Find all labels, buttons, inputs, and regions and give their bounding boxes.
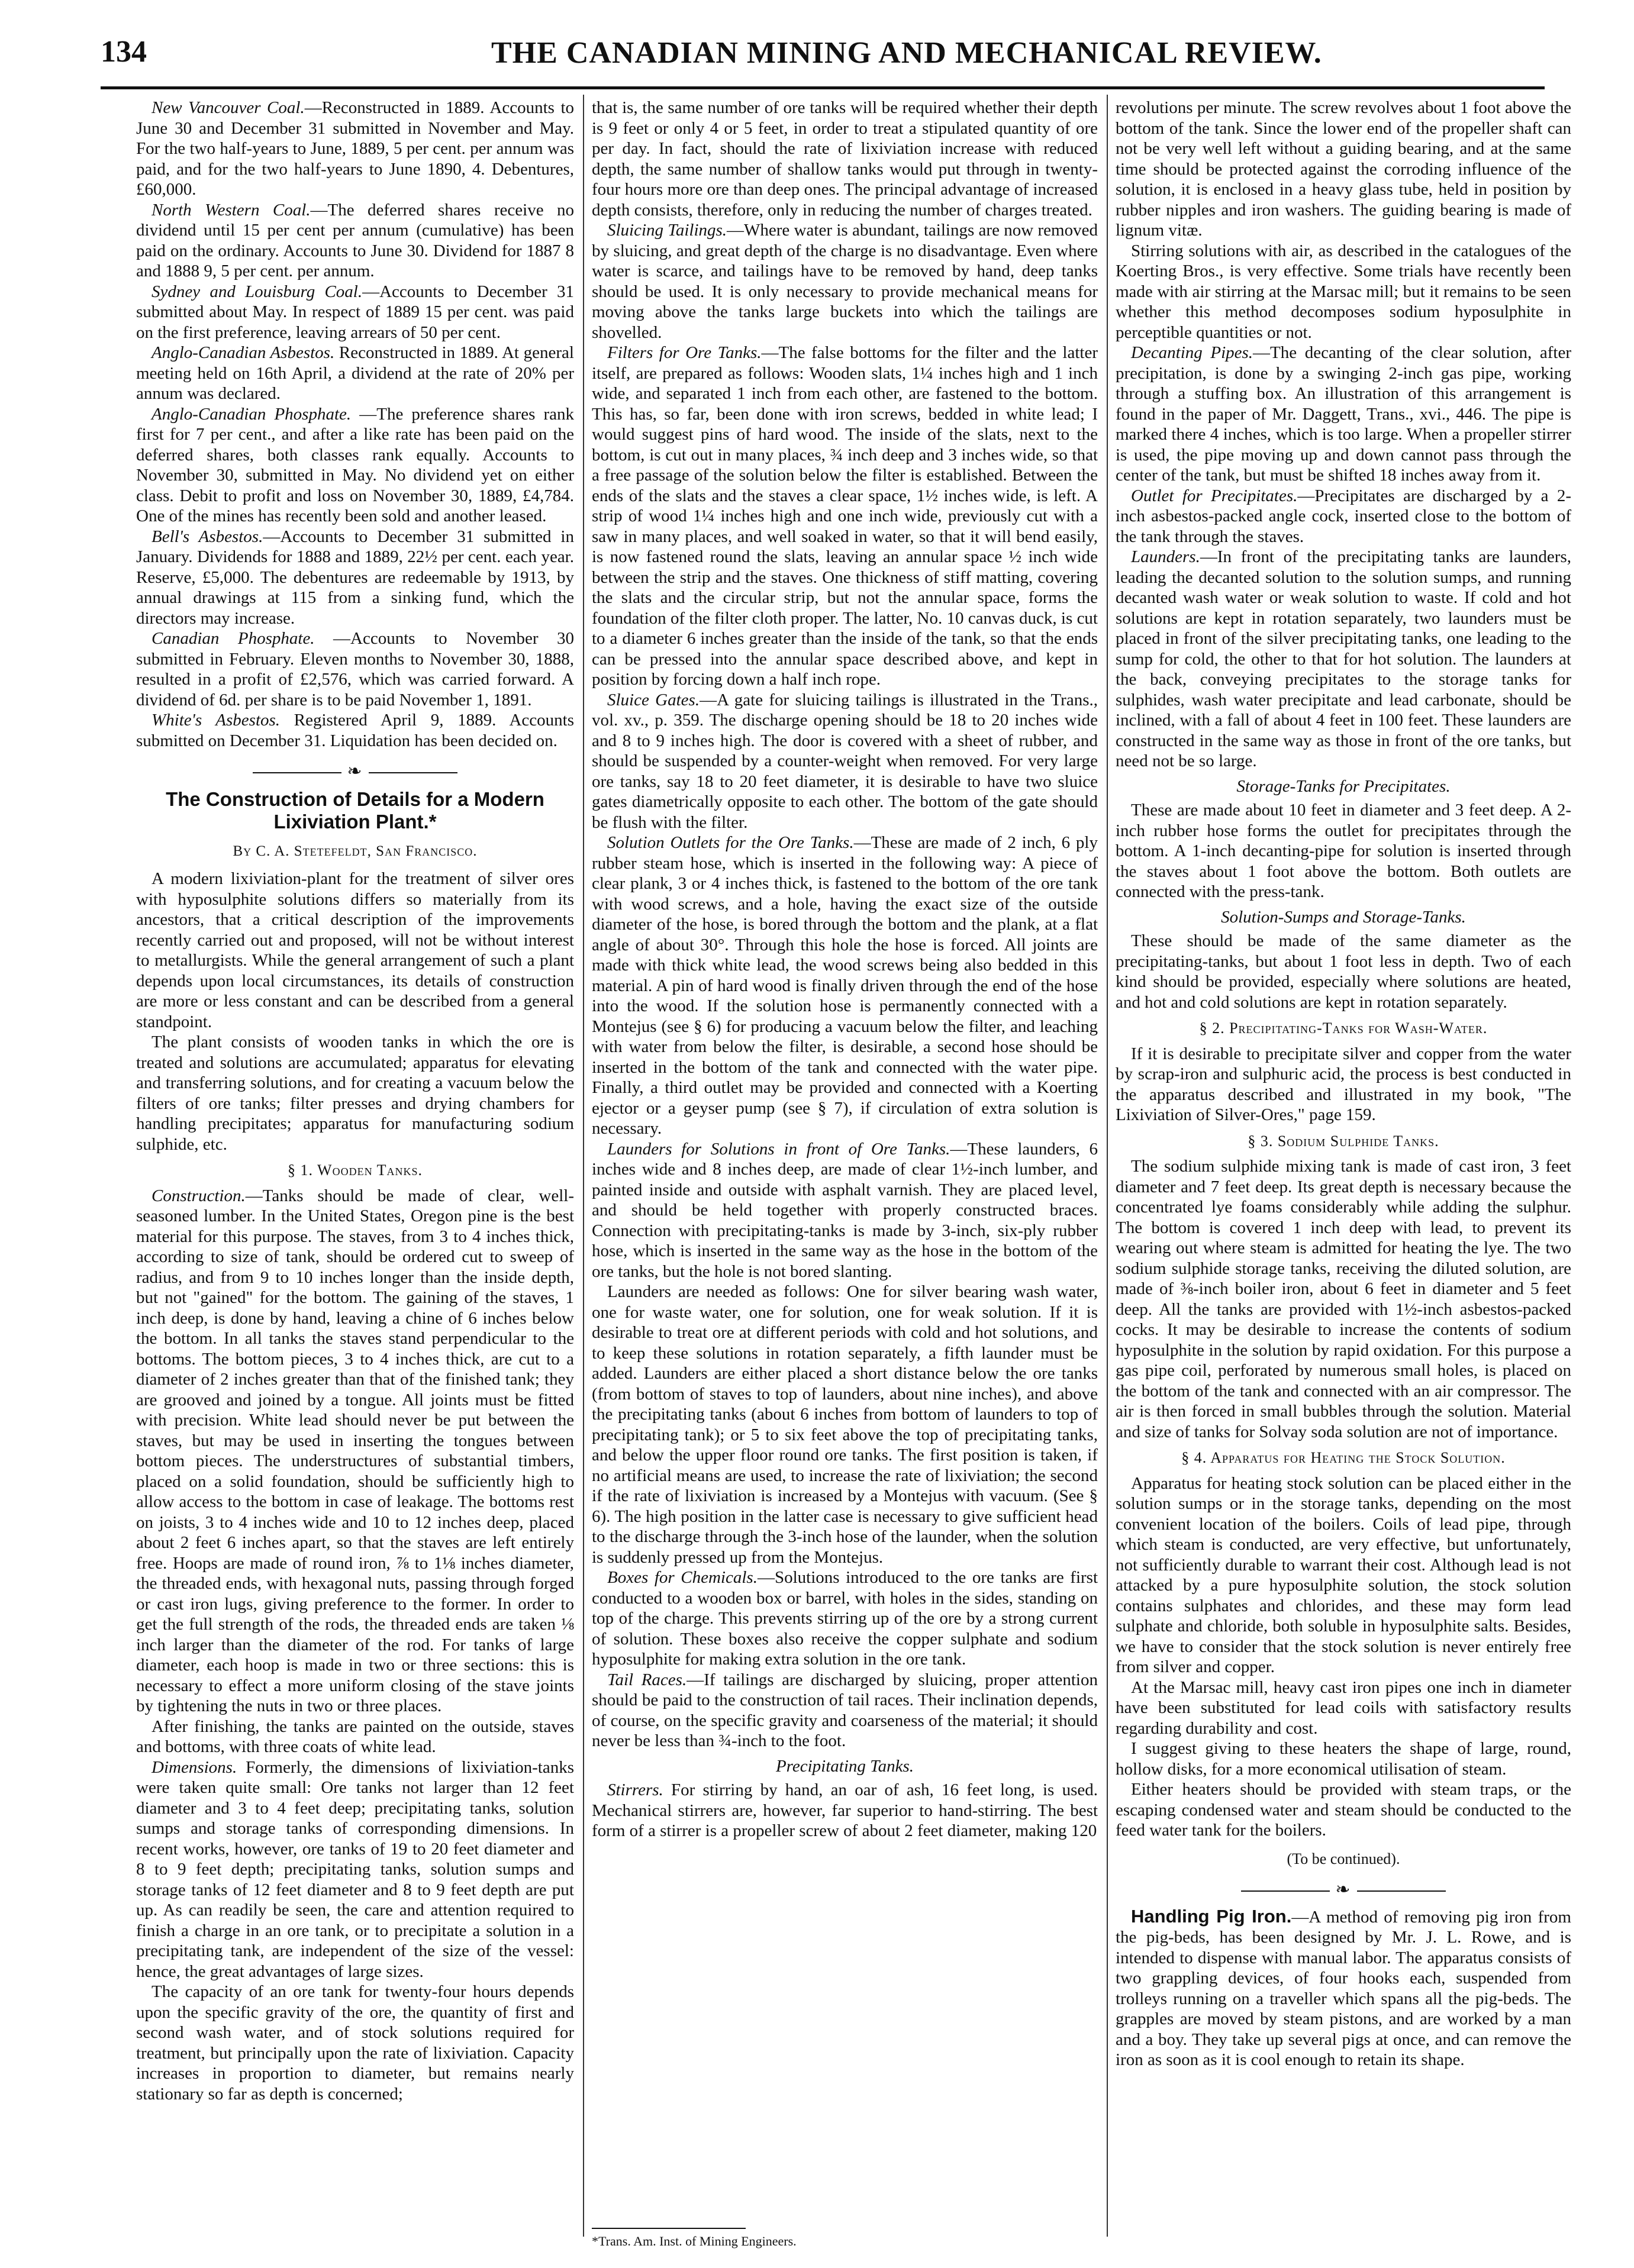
paragraph-text: —These are made of 2 inch, 6 ply rubber steam hose, which is inserted in the following way: A piece of clear plank, 3 or 4 inches thick, is fastened to the bottom of the ore tank with wood screws, and a hole, having the exact size of the outside diameter of the hose, is bored through the bottom and the plank, at a flat angle of about 30°. Through this hole the hose is forced. All joints are made with thick white lead, the wood screws being also bedded in this material. A pin of hard wood is finally driven through the end of the hose into the wood. If the solution hose is permanently connected with a Montejus (see § 6) for producing a vacuum below the filter, and leaching with water from below the filter, is desirable, a second hose should be inserted in the bottom of the tank and connected with the water pipe. Finally, a third outlet may be provided and connected with a Koerting ejector or a geyser pump (see § 7), if circulation of extra solution is necessary.	[592, 833, 1098, 1138]
page-header	[101, 34, 1568, 88]
subsection-heading: Storage-Tanks for Precipitates.	[1236, 776, 1451, 796]
subsection-lead: Launders for Solutions in front of Ore Tanks.	[607, 1139, 950, 1159]
running-title: THE CANADIAN MINING AND MECHANICAL REVIEW.	[491, 36, 1322, 70]
paragraph: These are made about 10 feet in diameter and 3 feet deep. A 2-inch rubber hose forms the outlet for precipitates through the bottom. A 1-inch decanting-pipe for solution is inserted through the staves about 1 foot above the bottom. Both outlets are connected with the press-tank.	[1116, 801, 1571, 901]
paragraph: revolutions per minute. The screw revolves about 1 foot above the bottom of the tank. Since the lower end of the propeller shaft can not be very well left without a guiding bearing, and at the same time should be protected against the corroding influence of the solution, it is enclosed in a heavy glass tube, held in position by rubber nipples and iron washers. The guiding bearing is made of lignum vitæ.	[1116, 98, 1571, 240]
column-3	[1116, 98, 1571, 2070]
section-heading: § 1. Wooden Tanks.	[288, 1162, 423, 1179]
paragraph	[136, 343, 574, 404]
paragraph: The sodium sulphide mixing tank is made of cast iron, 3 feet diameter and 7 feet deep. Its great depth is necessary because the concentrated lye foams considerably while adding the sulphur. The bottom is covered 1 inch deep with lead, to prevent its wearing out where steam is admitted for heating the lye. The two sodium sulphide storage tanks, receiving the diluted solution, are made of ⅜-inch boiler iron, about 6 feet in diameter and 5 feet deep. All the tanks are provided with 1½-inch asbestos-packed cocks. It may be desirable to increase the contents of sodium hyposulphite in the solution by rapid oxidation. For this purpose a gas pipe coil, perforated by numerous small holes, is placed on the bottom of the tank and connected with an air compressor. The air is then forced in small bubbles through the solution. Material and size of tanks for Solvay soda solution are not of importance.	[1116, 1157, 1571, 1441]
paragraph-text: —The false bottoms for the filter and the latter itself, are prepared as follows: Wooden slats, 1¼ inches high and 1 inch wide, and separated 1 inch from each other, are fastened to the bottom. This has, so far, been done with iron screws, bedded in white lead; I would suggest pins of hard wood. The inside of the slats, next to the bottom, is cut out in many places, ¾ inch deep and 3 inches wide, so that a free passage of the solution below the filter is established. Between the ends of the slats and the staves a clear space, 1½ inches wide, is left. A strip of wood 1¼ inches high and one inch wide, previously cut with a saw in many places, and well soaked in water, so that it will bend easily, is now fastened round the slats, leaving an annular space ½ inch wide between the strip and the staves. One thickness of stiff matting, covering the slats and the circular strip, but not the annular space, forms the foundation of the filter cloth proper. The latter, No. 10 canvas duck, is cut to a diameter 6 inches greater than the inside of the tank, so that the ends can be pressed into the annular space described above, and kept in position by forcing down a half inch rope.	[592, 343, 1098, 689]
paragraph: Either heaters should be provided with steam traps, or the escaping condensed water and steam should be conducted to the feed water tank for the boilers.	[1116, 1780, 1571, 1840]
company-name: Anglo-Canadian Asbestos.	[152, 343, 335, 362]
subsection-lead: Sluicing Tailings.	[607, 221, 727, 240]
footnote: *Trans. Am. Inst. of Mining Engineers.	[592, 2234, 797, 2248]
subsection-lead: Sluice Gates.	[607, 690, 700, 709]
paragraph	[136, 628, 574, 710]
paragraph-text: —Precipitates are discharged by a 2-inch asbestos-packed angle cock, inserted close to the bottom of the tank through the staves.	[1116, 486, 1571, 546]
company-name: Anglo-Canadian Phosphate.	[152, 404, 352, 424]
paragraph-text: For stirring by hand, an oar of ash, 16 feet long, is used. Mechanical stirrers are, however, far superior to hand-stirring. The best form of a stirrer is a propeller screw of about 2 feet diameter, making 120	[592, 1780, 1098, 1840]
paragraph: If it is desirable to precipitate silver and copper from the water by scrap-iron and sulphuric acid, the process is best conducted in the apparatus described and illustrated in my book, "The Lixiviation of Silver-Ores," page 159.	[1116, 1044, 1571, 1124]
paragraph	[1116, 486, 1571, 547]
paragraph: Launders are needed as follows: One for silver bearing wash water, one for waste water, one for solution, one for weak solution. If it is desirable to treat ore at different periods with cold and hot solutions, and to keep these solutions in rotation separately, a fifth launder must be added. Launders are either placed a short distance below the ore tanks (from bottom of staves to top of launders, about nine inches), and above the precipitating tanks (about 6 inches from bottom of launders to top of precipitating tank); or 5 to six feet above the top of precipitating tanks, and below the upper floor round ore tanks. The first position is taken, if no artificial means are used, to increase the rate of lixiviation; the second if the rate of lixiviation is increased by a Montejus with vacuum. (See § 6). The high position in the latter case is necessary to give sufficient head to the discharge through the 3-inch hose of the launder, when the solution is suddenly pressed up from the Montejus.	[592, 1282, 1098, 1567]
paragraph	[592, 690, 1098, 833]
paragraph: Stirring solutions with air, as described in the catalogues of the Koerting Bros., is very effective. Some trials have recently been made with air stirring at the Marsac mill; but it remains to be seen whether this method decomposes sodium hyposulphite in perceptible quantities or not.	[1116, 241, 1571, 342]
company-name: Canadian Phosphate.	[152, 629, 315, 648]
paragraph-text: —A gate for sluicing tailings is illustrated in the Trans., vol. xv., p. 359. The discharge opening should be 18 to 20 inches wide and 8 to 9 inches high. The door is covered with a sheet of rubber, and should be suspended by a counter-weight when removed. For very large ore tanks, say 18 to 20 feet diameter, it is desirable to have two sluice gates diametrically opposite to each other. The bottom of the gate should be flush with the filter.	[592, 690, 1098, 832]
paragraph	[136, 527, 574, 629]
article-runin-title: Handling Pig Iron.	[1131, 1905, 1292, 1927]
article-title: The Construction of Details for a Modern Lixiviation Plant.*	[166, 788, 544, 833]
paragraph-text: —Reconstructed in 1889. Accounts to June 30 and December 31 submitted in November and May. For the two half-years to June, 1889, 5 per cent. per annum was paid, and for the two half-years to June 1890, 4. Debentures, £60,000.	[136, 98, 575, 199]
section-heading: § 3. Sodium Sulphide Tanks.	[1248, 1132, 1439, 1150]
paragraph	[1116, 547, 1571, 772]
paragraph	[592, 220, 1098, 343]
paragraph	[1116, 1906, 1571, 2070]
column-divider-1	[583, 95, 584, 2237]
article-byline: By C. A. Stetefeldt, San Francisco.	[233, 843, 478, 859]
page-number: 134	[101, 35, 147, 69]
paragraph	[592, 1670, 1098, 1751]
ornament-glyph: ❧	[347, 762, 363, 781]
paragraph: At the Marsac mill, heavy cast iron pipes one inch in diameter have been substituted for lead coils with satisfactory results regarding durability and cost.	[1116, 1677, 1571, 1738]
paragraph	[136, 404, 574, 527]
paragraph: After finishing, the tanks are painted on the outside, staves and bottoms, with three coats of white lead.	[136, 1717, 574, 1756]
company-name: Bell's Asbestos.	[152, 527, 263, 546]
paragraph	[136, 1757, 574, 1982]
paragraph	[136, 200, 574, 282]
paragraph: A modern lixiviation-plant for the treatment of silver ores with hyposulphite solutions differs so materially from its ancestors, that a critical description of the improvements recently carried out and proposed, will not be without interest to metallurgists. While the general arrangement of such a plant depends upon local circumstances, its details of construction are more or less constant and can be described from a general standpoint.	[136, 869, 574, 1031]
paragraph: The capacity of an ore tank for twenty-four hours depends upon the specific gravity of the ore, the quantity of first and second wash water, and of stock solutions required for treatment, but principally upon the rate of lixiviation. Capacity increases in proportion to diameter, but remains nearly stationary so far as depth is concerned;	[136, 1982, 574, 2104]
company-name: New Vancouver Coal.	[152, 98, 305, 117]
footnote-rule	[592, 2228, 746, 2229]
subsection-lead: Decanting Pipes.	[1131, 343, 1253, 362]
paragraph-text: —Accounts to November 30 submitted in February. Eleven months to November 30, 1888, resulted in a profit of £2,576, which was carried forward. A dividend of 6d. per share is to be paid November 1, 1891.	[136, 629, 574, 709]
paragraph	[592, 1139, 1098, 1282]
continued-note: (To be continued).	[1287, 1850, 1400, 1867]
paragraph-text: —Solutions introduced to the ore tanks are first conducted to a wooden box or barrel, with holes in the sides, standing on top of the charge. This prevents stirring up of the ore by a strong current of solution. These boxes also receive the copper sulphate and sodium hyposulphite for making extra solution in the ore tank.	[592, 1568, 1098, 1669]
paragraph-text: —Tanks should be made of clear, well-seasoned lumber. In the United States, Oregon pine is the best material for this purpose. The staves, from 3 to 4 inches thick, according to size of tank, should be ordered cut to sweep of radius, and from 9 to 10 inches longer than the inside depth, but not "gained" for the bottom. The gaining of the staves, 1 inch deep, is done by hand, leaving a chine of 6 inches below the bottom. In all tanks the staves stand perpendicular to the bottoms. The bottom pieces, 3 to 4 inches thick, are cut to a diameter of 2 inches greater than that of the finished tank; they are grooved and joined by a tongue. All joints must be fitted with precision. White lead should never be put between the staves, but may be used in inserting the tongues between bottom pieces. The understructures of substantial timbers, placed on a solid foundation, should be sufficiently high to allow access to the bottom in case of leakage. The bottoms rest on joists, 3 to 4 inches wide and 10 to 12 inches deep, placed about 2 feet 6 inches apart, so that the staves are left entirely free. Hoops are made of round iron, ⅞ to 1⅛ inches diameter, the threaded ends, with hexagonal nuts, passing through forged or cast iron lugs, giving preference to the former. In order to get the full strength of the rods, the threaded ends are taken ⅛ inch larger than the diameter of the rod. For tanks of large diameter, each hoop is made in two or three sections: this is necessary to effect a more uniform closing of the stave joints by tightening the nuts in two or three places.	[136, 1186, 574, 1715]
paragraph-text: —Accounts to December 31 submitted about May. In respect of 1889 15 per cent. was paid on the first preference, leaving arrears of 50 per cent.	[136, 282, 574, 342]
paragraph-text: —These launders, 6 inches wide and 8 inches deep, are made of clear 1½-inch lumber, and painted inside and outside with asphalt varnish. They are placed level, and should be held together with properly constructed braces. Connection with precipitating-tanks is made by 3-inch, six-ply rubber hose, which is inserted in the same way as the hose in the bottom of the ore tanks, but the hole is not bored slanting.	[592, 1139, 1098, 1281]
column-1	[136, 98, 574, 2104]
company-name: White's Asbestos.	[152, 711, 281, 730]
subsection-lead: Construction.	[152, 1186, 246, 1205]
paragraph	[592, 1780, 1098, 1841]
paragraph-text: —Where water is abundant, tailings are now removed by sluicing, and great depth of the charge is no disadvantage. Even where water is scarce, and tailings have to be removed by hand, deep tanks should be used. It is only necessary to provide mechanical means for moving above the tanks large buckets into which the tailings are shovelled.	[592, 221, 1098, 342]
section-heading: § 2. Precipitating-Tanks for Wash-Water.	[1199, 1020, 1488, 1037]
column-2	[592, 98, 1098, 1841]
paragraph-text: Formerly, the dimensions of lixiviation-tanks were taken quite small: Ore tanks not larger than 12 feet diameter and 3 to 4 feet deep; precipitating tanks, solution sumps and storage tanks of corresponding dimensions. In recent works, however, ore tanks of 19 to 20 feet diameter and 8 to 9 feet depth; precipitating tanks, solution sumps and storage tanks of 12 feet diameter and 8 to 9 feet depth are put up. As can readily be seen, the care and attention required to finish a charge in an ore tank, or to precipitate a solution in a precipitating tank, are independent of the size of the vessel: hence, the great advantages of large sizes.	[136, 1757, 574, 1981]
subsection-lead: Stirrers.	[607, 1780, 663, 1799]
section-heading: § 4. Apparatus for Heating the Stock Solution.	[1181, 1449, 1506, 1466]
subsection-heading: Solution-Sumps and Storage-Tanks.	[1221, 907, 1466, 927]
paragraph	[136, 1186, 574, 1717]
paragraph: These should be made of the same diameter as the precipitating-tanks, but about 1 foot less in depth. Two of each kind should be provided, especially where solutions are heated, and hot and cold solutions are kept in rotation separately.	[1116, 931, 1571, 1012]
paragraph-text: Registered April 9, 1889. Accounts submitted on December 31. Liquidation has been decided on.	[136, 711, 575, 750]
paragraph-text: —The decanting of the clear solution, after precipitation, is done by a swinging 2-inch gas pipe, working through a stuffing box. An illustration of this arrangement is found in the paper of Mr. Daggett, Trans., xvi., 446. The pipe is marked there 4 inches, which is too large. When a propeller stirrer is used, the pipe moving up and down cannot pass through the center of the tank, but must be shifted 18 inches away from it.	[1116, 343, 1571, 485]
paragraph-text: —The deferred shares receive no dividend until 15 per cent per annum (cumulative) has been paid on the ordinary. Accounts to June 30. Dividend for 1887 8 and 1888 9, 5 per cent. per annum.	[136, 200, 574, 280]
subsection-lead: Tail Races.	[607, 1670, 687, 1689]
paragraph	[592, 833, 1098, 1139]
section-ornament	[136, 762, 574, 782]
column-divider-2	[1107, 95, 1108, 2237]
paragraph	[592, 1567, 1098, 1670]
subsection-lead: Filters for Ore Tanks.	[607, 343, 762, 362]
paragraph	[592, 343, 1098, 690]
subsection-lead: Boxes for Chemicals.	[607, 1568, 758, 1587]
header-rule	[101, 86, 1545, 89]
company-name: North Western Coal.	[152, 200, 311, 220]
subsection-lead: Outlet for Precipitates.	[1131, 486, 1298, 505]
section-ornament	[1116, 1880, 1571, 1901]
ornament-glyph: ❧	[1335, 1880, 1352, 1899]
company-name: Sydney and Louisburg Coal.	[152, 282, 363, 301]
paragraph: The plant consists of wooden tanks in which the ore is treated and solutions are accumulated; apparatus for elevating and transferring solutions, and for creating a vacuum below the filters of ore tanks; filter presses and drying chambers for handling precipitates; apparatus for manufacturing sodium sulphide, etc.	[136, 1033, 574, 1154]
paragraph: Apparatus for heating stock solution can be placed either in the solution sumps or in the storage tanks, depending on the most convenient location of the boilers. Coils of lead pipe, through which steam is conducted, are very effective, but unfortunately, not sufficiently durable to warrant their cost. Although lead is not attacked by a pure hyposulphite solution, the stock solution contains sulphates and chlorides, and these may form lead sulphate and chloride, both soluble in hyposulphite salts. Besides, we have to consider that the stock solution is never entirely free from silver and copper.	[1116, 1473, 1571, 1676]
paragraph	[136, 282, 574, 343]
subsection-lead: Dimensions.	[152, 1757, 237, 1777]
subsection-lead: Launders.	[1131, 547, 1200, 566]
paragraph-text: —In front of the precipitating tanks are launders, leading the decanted solution to the solution sumps, and running decanted wash water or weak solution to waste. If cold and hot solutions are kept in rotation separately, two launders must be placed in front of the silver precipitating tanks, one leading to the sump for cold, the other to that for hot solution. The launders at the back, conveying precipitates to the storage tanks for sulphides, wash water precipitate and lead carbonate, should be inclined, with a fall of about 4 feet in 100 feet. These launders are constructed in the same way as those in front of the ore tanks, but need not be so large.	[1116, 547, 1571, 770]
paragraph	[136, 98, 574, 200]
paragraph-text: Reconstructed in 1889. At general meeting held on 16th April, a dividend at the rate of 20% per annum was declared.	[136, 343, 574, 403]
paragraph: I suggest giving to these heaters the shape of large, round, hollow disks, for a more economical utilisation of steam.	[1116, 1739, 1571, 1779]
subsection-lead: Solution Outlets for the Ore Tanks.	[607, 833, 854, 852]
paragraph-text: —The preference shares rank first for 7 per cent., and after a like rate has been paid on the deferred shares, both classes rank equally. Accounts to November 30, submitted in May. No dividend yet on either class. Debit to profit and loss on November 30, 1889, £4,784. One of the mines has recently been sold and another leased.	[136, 404, 574, 525]
paragraph	[136, 710, 574, 751]
paragraph-text: —Accounts to December 31 submitted in January. Dividends for 1888 and 1889, 22½ per cent. each year. Reserve, £5,000. The debentures are redeemable by 1913, by annual drawings at 115 from a sinking fund, which the directors may increase.	[136, 527, 574, 628]
paragraph	[1116, 343, 1571, 486]
subsection-heading: Precipitating Tanks.	[775, 1756, 914, 1776]
paragraph: that is, the same number of ore tanks will be required whether their depth is 9 feet or only 4 or 5 feet, in order to treat a stipulated quantity of ore per day. In fact, should the rate of lixiviation increase with reduced depth, the same number of shallow tanks would put through in twenty-four hours more ore than deep ones. The principal advantage of increased depth consists, therefore, only in reducing the number of charges treated.	[592, 98, 1098, 220]
paragraph-text: —A method of removing pig iron from the pig-beds, has been designed by Mr. J. L. Rowe, and is intended to dispense with manual labor. The apparatus consists of two grappling devices, of four hooks each, suspended from trolleys running on a traveller which spans all the pig-beds. The grapples are moved by steam pistons, and are worked by a man and a boy. They take up several pigs at once, and can remove the iron as soon as it is cool enough to retain its shape.	[1116, 1907, 1571, 2069]
paragraph-text: —If tailings are discharged by sluicing, proper attention should be paid to the construction of tail races. Their inclination depends, of course, on the specific gravity and coarseness of the material; it should never be less than ¾-inch to the foot.	[592, 1670, 1098, 1750]
